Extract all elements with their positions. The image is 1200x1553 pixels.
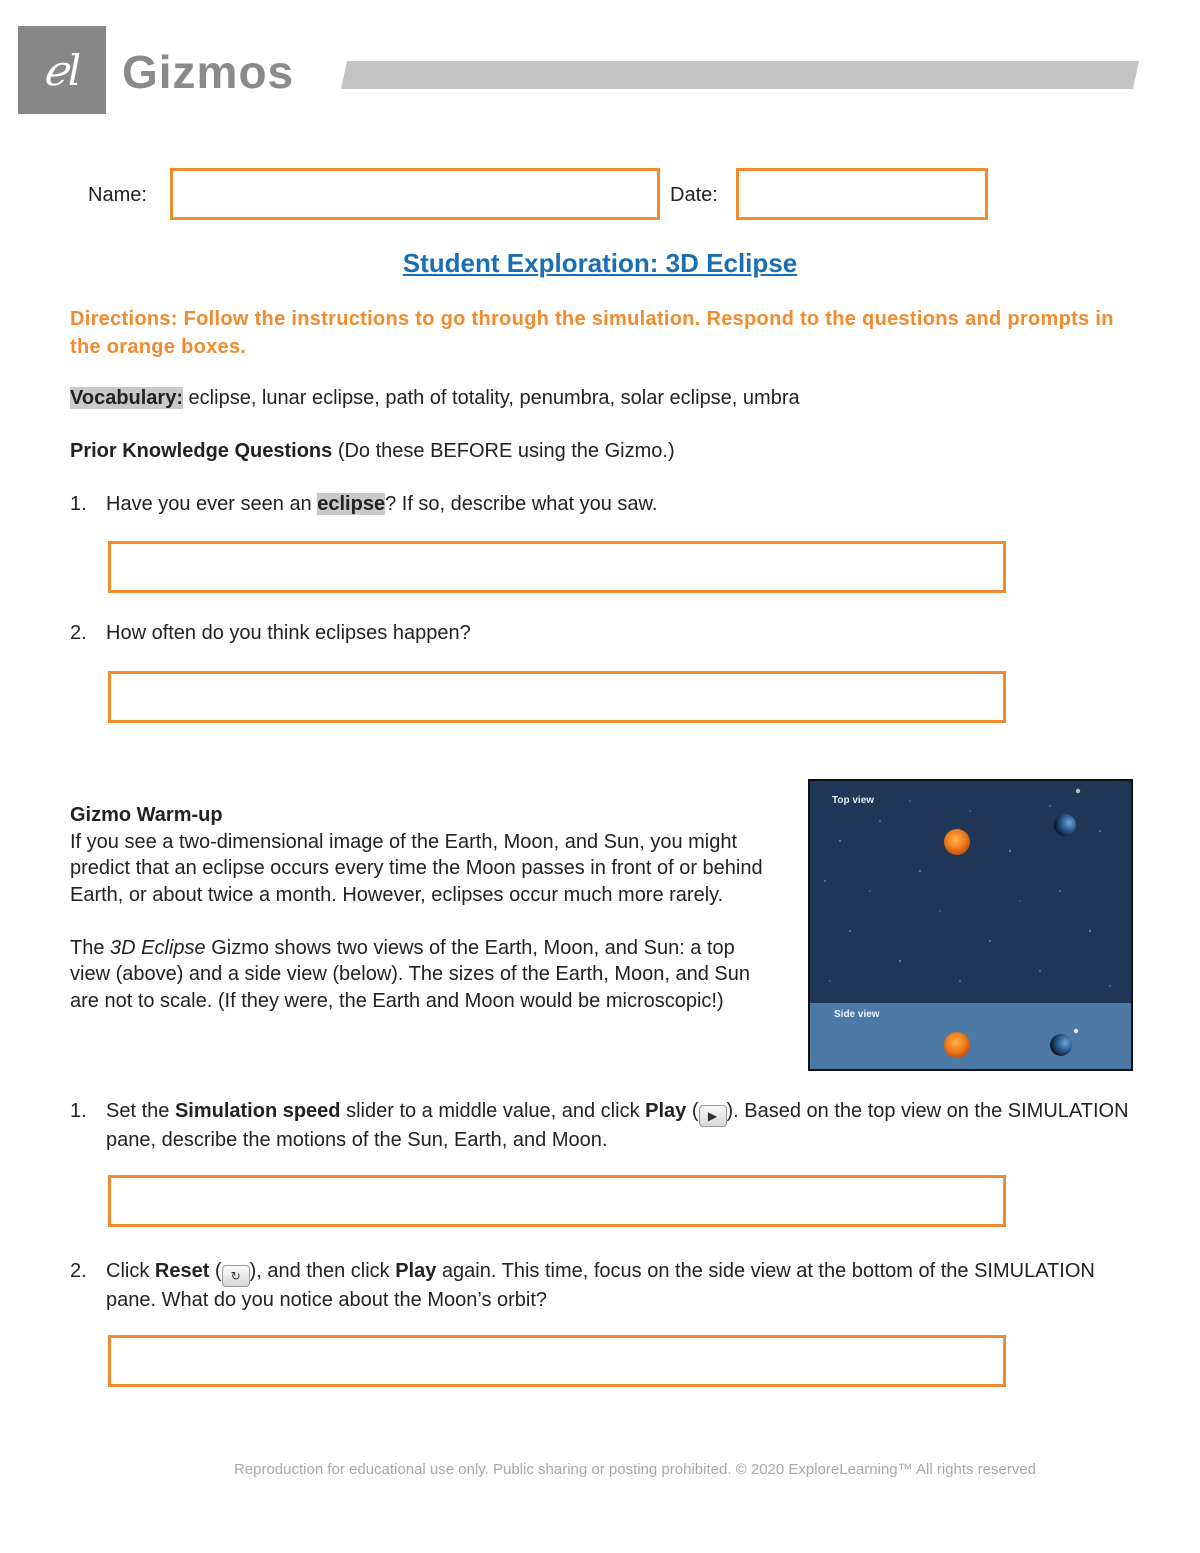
text-run: again. This time, focus on the side view at the bottom of the SIMULATION pane. What do you notice about the Moon’s orbit? — [106, 1260, 1095, 1311]
vocab-highlight-eclipse: eclipse — [317, 493, 386, 515]
brand-name: Gizmos — [122, 46, 295, 98]
question-text: ? If so, describe what you saw. — [385, 493, 658, 515]
vocabulary-terms: eclipse, lunar eclipse, path of totality, penumbra, solar eclipse, umbra — [183, 387, 800, 409]
warmup-question-2 — [70, 1258, 1130, 1314]
question-number: 2. — [70, 1260, 87, 1282]
side-view-label: Side view — [834, 1009, 880, 1020]
earth-top-view — [1054, 814, 1076, 836]
answer-box-warmup-1[interactable] — [108, 1175, 1006, 1227]
play-term: Play — [395, 1260, 437, 1282]
top-view-panel — [810, 781, 1131, 1003]
question-number: 1. — [70, 493, 87, 515]
reset-term: Reset — [154, 1260, 210, 1282]
reset-icon: ↻ — [222, 1265, 250, 1287]
prior-knowledge-heading-line — [70, 438, 1130, 465]
text-run: ( — [209, 1260, 222, 1282]
explorelearning-logo — [18, 26, 106, 114]
text-run: ( — [686, 1100, 699, 1122]
warmup-paragraph-1: If you see a two-dimensional image of the Earth, Moon, and Sun, you might predict that an eclipse occurs every time the Moon passes in front of or behind Earth, or about twice a month. However, eclipses occur much more rarely. — [70, 830, 763, 906]
prior-knowledge-heading: Prior Knowledge Questions — [70, 440, 333, 462]
header-decorative-bar — [341, 61, 1139, 89]
answer-box-prior-1[interactable] — [108, 541, 1006, 593]
simulation-graphic — [810, 781, 1131, 1069]
date-field[interactable] — [736, 168, 988, 220]
answer-box-warmup-2[interactable] — [108, 1335, 1006, 1387]
name-field[interactable] — [170, 168, 660, 220]
page-title: Student Exploration: 3D Eclipse — [402, 248, 798, 278]
date-label: Date: — [670, 184, 718, 206]
text-run: Click — [106, 1260, 155, 1282]
warmup-paragraph-2-pre: The — [70, 936, 111, 959]
vocabulary-label: Vocabulary: — [70, 387, 183, 409]
warmup-question-1 — [70, 1098, 1130, 1154]
simulation-speed-term: Simulation speed — [174, 1100, 341, 1122]
text-run: ), and then click — [249, 1260, 396, 1282]
logo-text: ℯl — [42, 45, 82, 95]
prior-question-1 — [70, 491, 1130, 518]
text-run: ). Based on the top view on the SIMULATION pane, describe the motions of the Sun, Earth, and Moon. — [106, 1100, 1129, 1151]
warmup-heading: Gizmo Warm-up — [70, 804, 223, 826]
name-label: Name: — [88, 184, 147, 206]
warmup-paragraph-2-post: Gizmo shows two views of the Earth, Moon, and Sun: a top view (above) and a side view (below). The sizes of the Earth, Moon, and Sun are not to scale. (If they were, the Earth and Moon would be microscopic!) — [70, 936, 750, 1012]
moon-side-view — [1074, 1029, 1078, 1033]
question-text — [106, 1258, 1130, 1314]
copyright-footer: Reproduction for educational use only. Public sharing or posting prohibited. © 2020 ExploreLearning™ All rights reserved — [233, 1461, 1037, 1478]
prior-question-2 — [70, 620, 1130, 647]
question-text — [106, 1098, 1130, 1154]
question-number: 1. — [70, 1100, 87, 1122]
sun-top-view — [944, 829, 970, 855]
simulation-screenshot — [808, 779, 1133, 1071]
text-run: slider to a middle value, and click — [340, 1100, 646, 1122]
top-view-label: Top view — [832, 795, 875, 806]
play-icon: ▶ — [699, 1105, 727, 1127]
vocabulary-line — [70, 385, 1130, 412]
prior-knowledge-note: (Do these BEFORE using the Gizmo.) — [332, 440, 675, 462]
warmup-section — [70, 802, 780, 1014]
question-text: How often do you think eclipses happen? — [106, 622, 471, 644]
earth-side-view — [1050, 1034, 1072, 1056]
moon-top-view — [1076, 789, 1080, 793]
directions-text: Directions: Follow the instructions to go through the simulation. Respond to the questions and prompts in the orange boxes. — [70, 308, 1114, 358]
question-text: Have you ever seen an — [106, 493, 318, 515]
play-term: Play — [645, 1100, 687, 1122]
sun-side-view — [944, 1032, 970, 1058]
answer-box-prior-2[interactable] — [108, 671, 1006, 723]
question-number: 2. — [70, 622, 87, 644]
gizmo-name: 3D Eclipse — [110, 936, 206, 959]
text-run: Set the — [106, 1100, 175, 1122]
